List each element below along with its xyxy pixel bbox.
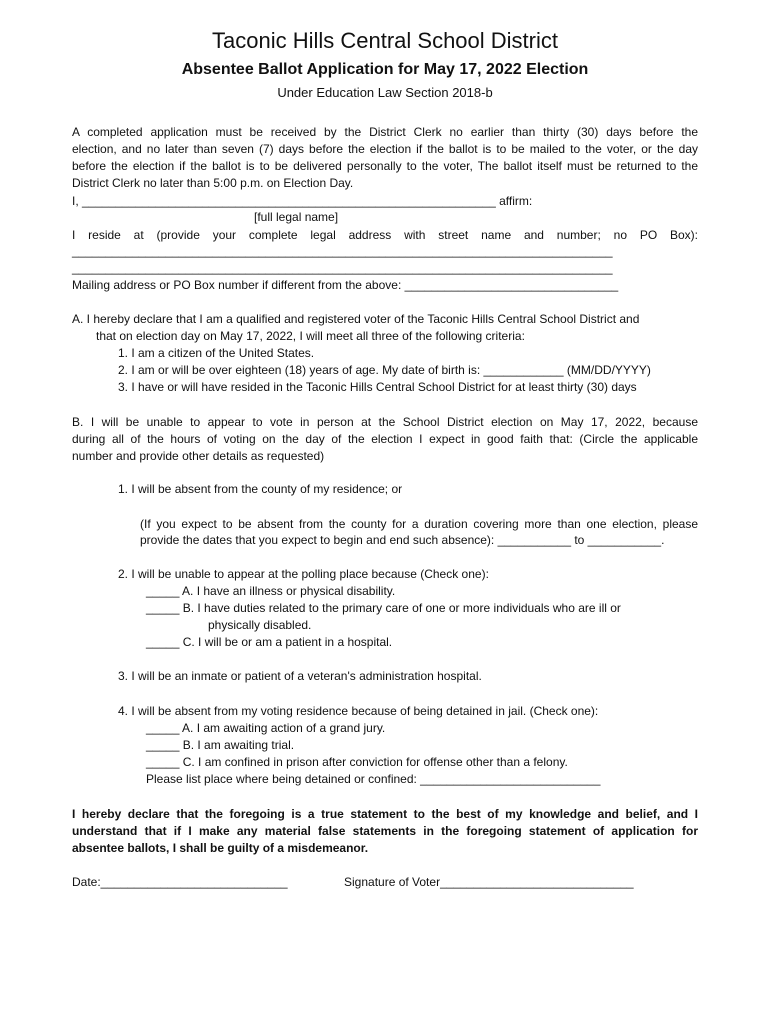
address-field-line-1[interactable]: _________________________________________________________________________________ [72, 244, 613, 258]
criteria-item: 1. I am a citizen of the United States. [118, 346, 315, 360]
residence-paragraph [72, 227, 698, 244]
reason-2-option-b-cont: physically disabled. [208, 618, 312, 632]
date-of-birth-field[interactable]: 2. I am or will be over eighteen (18) years of age. My date of birth is: ____________ (MM/DD/YYYY) [118, 363, 651, 377]
intro-line: before the election if the ballot is to be delivered personally to the voter, The ballot itself must be returned to the [72, 159, 698, 173]
reason-4-option-a[interactable]: _____ A. I am awaiting action of a grand jury. [146, 721, 386, 735]
detention-place-field[interactable]: Please list place where being detained or confined: ___________________________ [146, 772, 601, 786]
full-name-field[interactable]: I, ______________________________________________________________ affirm: [72, 194, 533, 208]
declaration-line: understand that if I make any material false statements in the foregoing statement of application for [72, 824, 698, 838]
absence-dates-field[interactable]: provide the dates that you expect to begin and end such absence): ___________ to ___________. [140, 533, 665, 547]
voter-signature-field[interactable]: Signature of Voter_____________________________ [344, 875, 634, 889]
form-title: Absentee Ballot Application for May 17, 2022 Election [181, 61, 589, 78]
criteria-item: 3. I have or will have resided in the Taconic Hills Central School District for at least thirty (30) days [118, 380, 637, 394]
district-title: Taconic Hills Central School District [212, 28, 558, 53]
declaration-line: I hereby declare that the foregoing is a true statement to the best of my knowledge and belief, and I [72, 807, 698, 821]
declaration-paragraph [72, 806, 698, 857]
declaration-line: absentee ballots, I shall be guilty of a misdemeanor. [72, 841, 369, 855]
law-reference: Under Education Law Section 2018-b [277, 85, 493, 100]
residence-label: I reside at (provide your complete legal address with street name and number; no PO Box): [72, 228, 698, 242]
reason-2-option-a[interactable]: _____ A. I have an illness or physical disability. [146, 584, 396, 598]
reason-4-option-c[interactable]: _____ C. I am confined in prison after conviction for offense other than a felony. [146, 755, 568, 769]
date-field[interactable]: Date:____________________________ [72, 875, 288, 889]
full-name-caption: [full legal name] [254, 210, 339, 224]
reason-2[interactable]: 2. I will be unable to appear at the polling place because (Check one): [118, 567, 489, 581]
intro-line: A completed application must be received by the District Clerk no earlier than thirty (30) days before the [72, 125, 698, 139]
address-field-line-2[interactable]: _________________________________________________________________________________ [72, 261, 613, 275]
reason-1-note [140, 516, 698, 533]
section-a-line: that on election day on May 17, 2022, I will meet all three of the following criteria: [96, 329, 525, 343]
reason-4[interactable]: 4. I will be absent from my voting residence because of being detained in jail. (Check one): [118, 704, 599, 718]
intro-line: election, and no later than seven (7) days before the election if the ballot is to be mailed to the voter, or the day [72, 142, 698, 156]
reason-2-option-c[interactable]: _____ C. I will be or am a patient in a hospital. [146, 635, 393, 649]
intro-paragraph [72, 124, 698, 192]
section-a-line: A. I hereby declare that I am a qualified and registered voter of the Taconic Hills Central School District and [72, 312, 640, 326]
intro-line: District Clerk no later than 5:00 p.m. on Election Day. [72, 176, 354, 190]
reason-3[interactable]: 3. I will be an inmate or patient of a veteran's administration hospital. [118, 669, 482, 683]
section-b-line: during all of the hours of voting on the day of the election I expect in good faith that: (Circle the applicable [72, 432, 698, 446]
reason-1[interactable]: 1. I will be absent from the county of my residence; or [118, 482, 403, 496]
reason-1-note-line: (If you expect to be absent from the county for a duration covering more than one election, please [140, 517, 698, 531]
reason-4-option-b[interactable]: _____ B. I am awaiting trial. [146, 738, 295, 752]
mailing-address-field[interactable]: Mailing address or PO Box number if different from the above: ________________________________ [72, 278, 619, 292]
section-b-line: B. I will be unable to appear to vote in person at the School District election on May 17, 2022, because [72, 415, 698, 429]
section-b-paragraph [72, 414, 698, 465]
section-b-line: number and provide other details as requested) [72, 449, 325, 463]
reason-2-option-b[interactable]: _____ B. I have duties related to the primary care of one or more individuals who are ill or [146, 601, 621, 615]
